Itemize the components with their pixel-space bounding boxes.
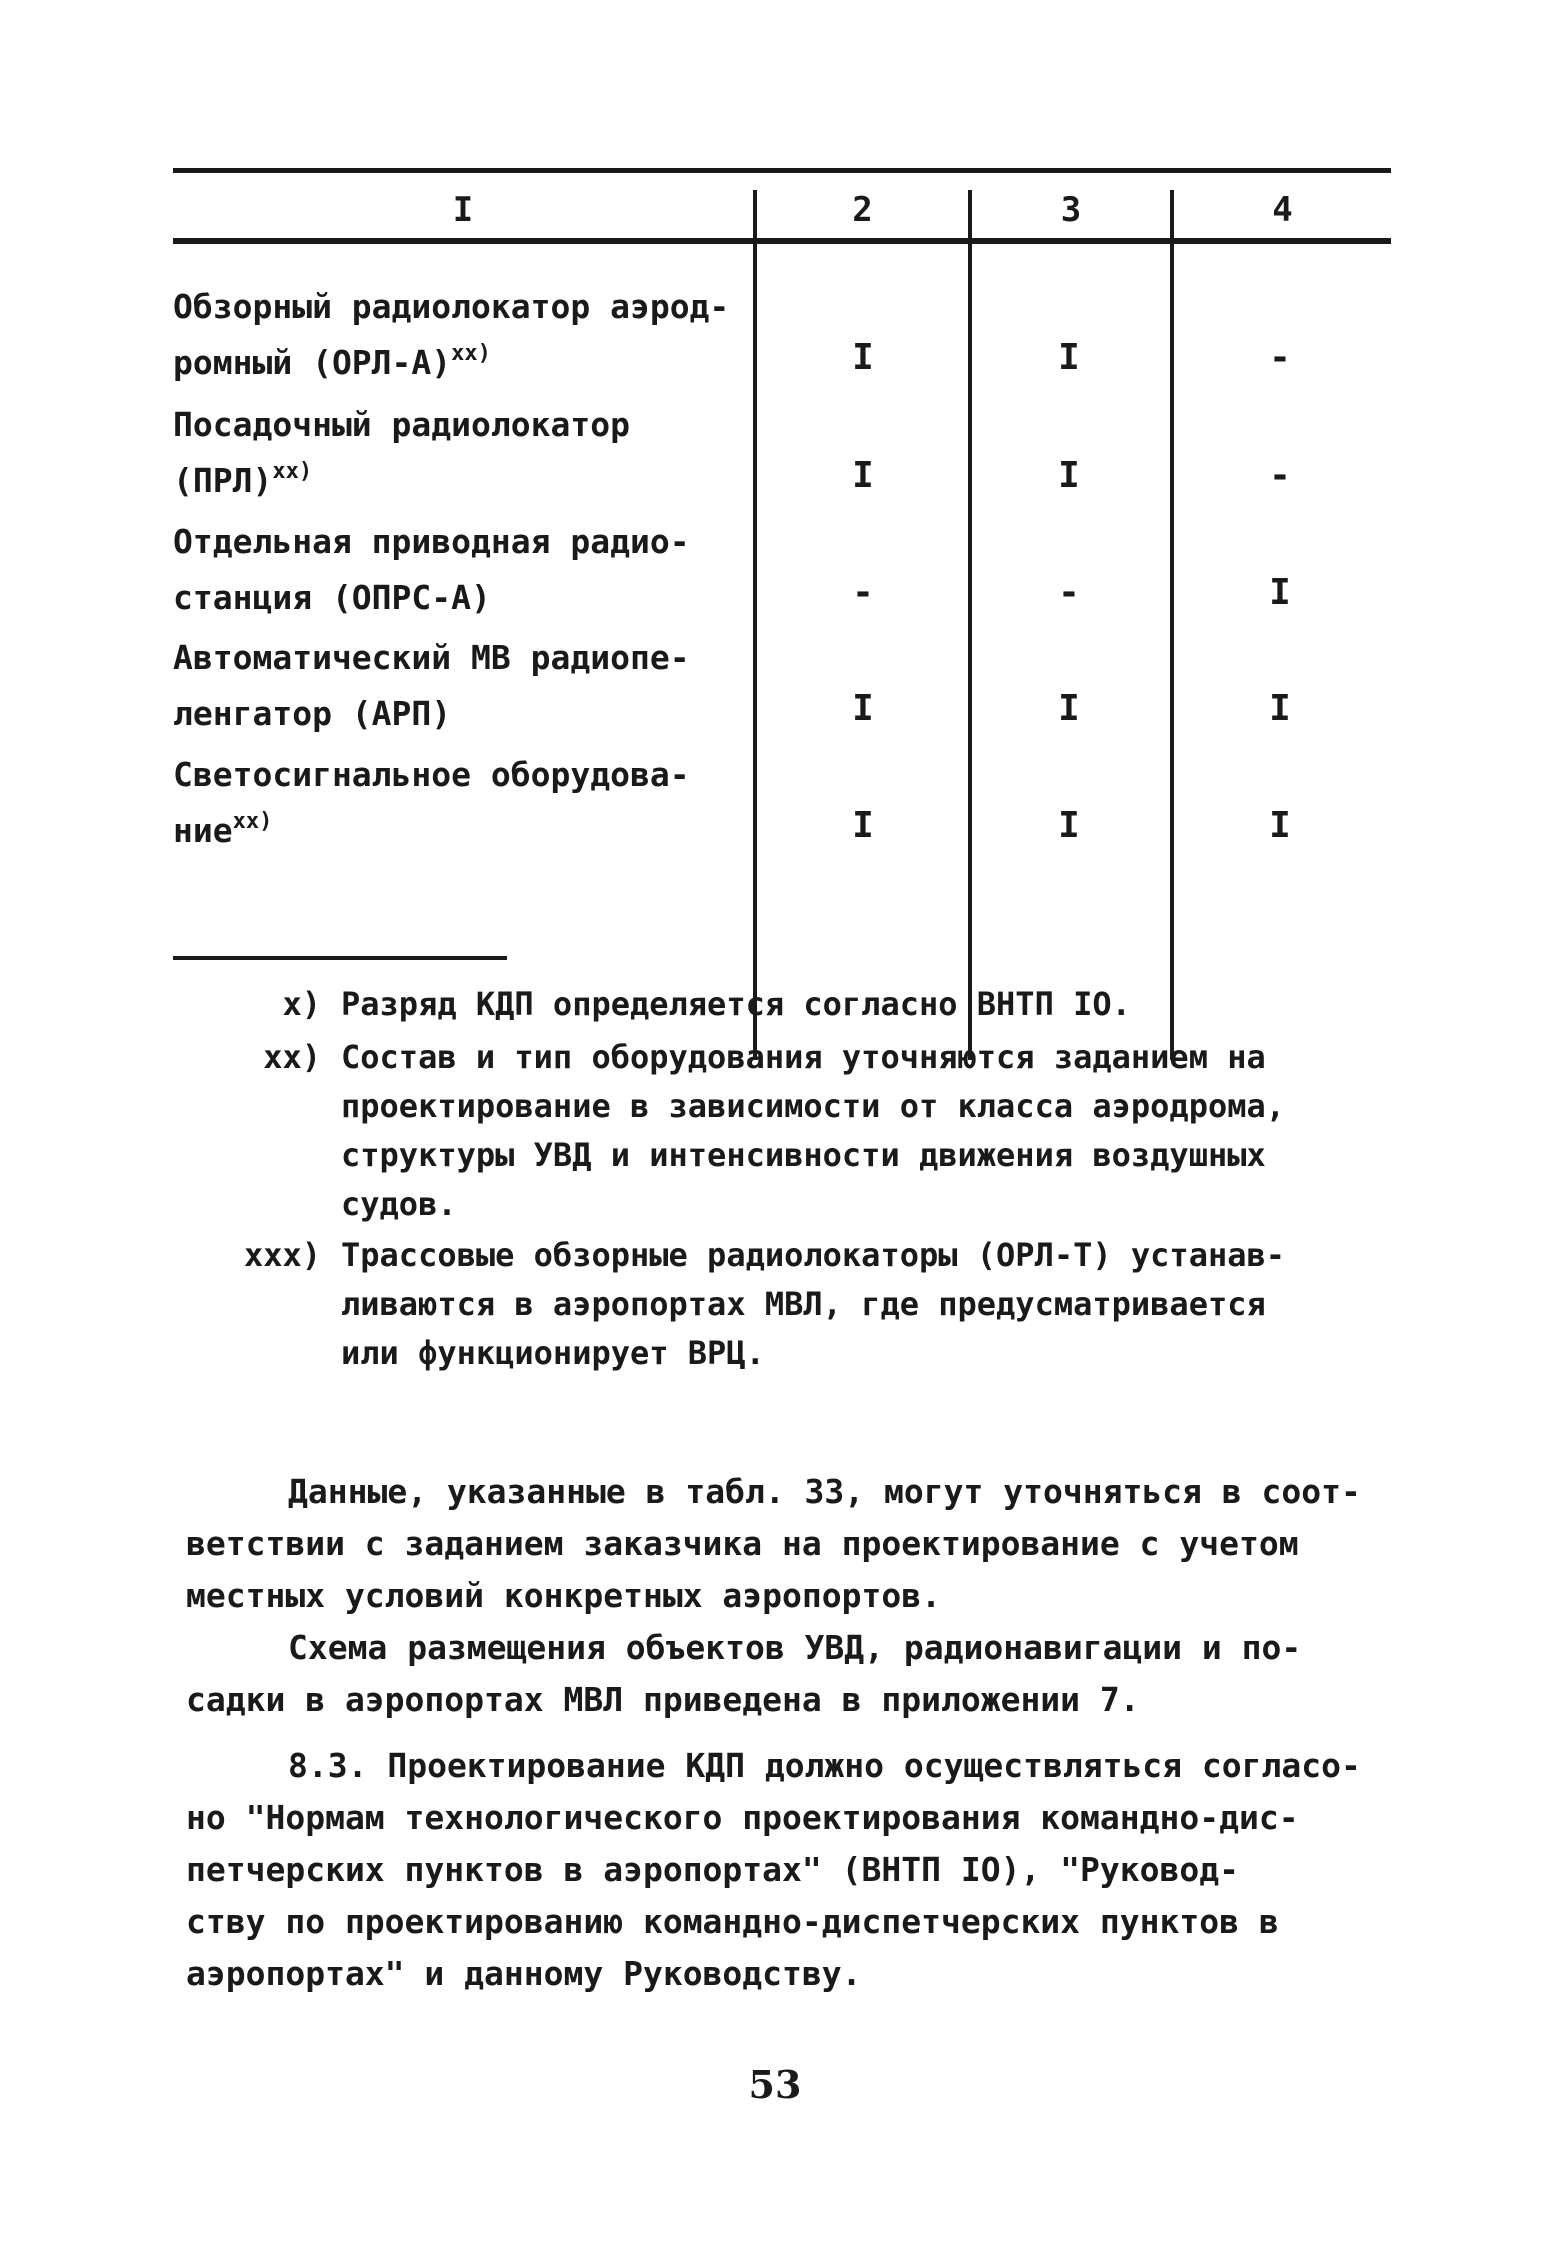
paragraph-line: ветствии с заданием заказчика на проектирование с учетом xyxy=(186,1524,1299,1563)
paragraph xyxy=(186,1622,1396,1726)
footnote-line: Разряд КДП определяется согласно ВНТП IO. xyxy=(341,985,1131,1023)
equipment-table xyxy=(173,168,1391,893)
footnote-line: или функционирует ВРЦ. xyxy=(341,1334,765,1372)
table-top-rule xyxy=(173,168,1391,173)
table-row-label: Обзорный радиолокатор аэрод- ромный $(ОРЛ-А)^{xx)}$ xyxy=(173,287,730,382)
footnote-line: структуры УВД и интенсивности движения воздушных xyxy=(341,1136,1266,1174)
paragraph xyxy=(186,1740,1396,2000)
column-divider xyxy=(1170,190,1174,1060)
column-divider xyxy=(968,190,972,1060)
paragraph-line: 8.3. Проектирование КДП должно осуществляться согласо- xyxy=(288,1746,1361,1785)
paragraph-line: но "Нормам технологического проектирования командно-дис- xyxy=(186,1798,1299,1837)
paragraph-line: ству по проектированию командно-диспетчерских пунктов в xyxy=(186,1902,1279,1941)
table-cell: - xyxy=(1269,337,1291,378)
table-header-cell: I xyxy=(452,190,474,230)
table-header-cell: 3 xyxy=(1060,190,1082,230)
table-header-cell: 2 xyxy=(852,190,873,230)
column-divider xyxy=(753,190,757,1060)
table-cell: - xyxy=(852,572,874,613)
table-cell: I xyxy=(852,455,874,496)
paragraph-line: аэропортах" и данному Руководству. xyxy=(186,1954,862,1993)
table-cell: I xyxy=(852,805,874,846)
table-row-label: Посадочный радиолокатор (ПРЛ)$^{xx)}$ xyxy=(173,405,630,500)
footnote-line: ливаются в аэропортах МВЛ, где предусматривается xyxy=(341,1285,1266,1323)
table-cell: I xyxy=(1058,805,1080,846)
table-cell: - xyxy=(1058,572,1080,613)
table-cell: I xyxy=(1269,805,1291,846)
footnote-line: Трассовые обзорные радиолокаторы (ОРЛ-Т) устанав- xyxy=(341,1236,1286,1274)
paragraph-line: Схема размещения объектов УВД, радионавигации и по- xyxy=(288,1628,1302,1667)
paragraph-line: петчерских пунктов в аэропортах" (ВНТП IO), "Руковод- xyxy=(186,1850,1239,1889)
table-cell: I xyxy=(1269,572,1291,613)
paragraph-line: садки в аэропортах МВЛ приведена в приложении 7. xyxy=(186,1680,1140,1719)
table-header-rule xyxy=(173,238,1391,244)
table-cell: I xyxy=(1058,455,1080,496)
footnote-mark: xx) xyxy=(263,1038,321,1076)
footnote-mark: xxx) xyxy=(243,1236,321,1274)
footnote-mark: x) xyxy=(282,985,321,1023)
table-cell: I xyxy=(1058,688,1080,729)
table-cell: - xyxy=(1269,455,1291,496)
paragraph xyxy=(186,1466,1396,1622)
table-row-label: Автоматический МВ радиопе- ленгатор (АРП) xyxy=(173,638,690,733)
page-number: 53 xyxy=(748,2062,802,2107)
footnote-line: судов. xyxy=(341,1185,457,1223)
footnote-line: проектирование в зависимости от класса аэродрома, xyxy=(341,1087,1286,1125)
table-row-label: Светосигнальное оборудова- ние$^{xx)}$ xyxy=(173,755,690,850)
footnote-line: Состав и тип оборудования уточняются заданием на xyxy=(341,1038,1266,1076)
table-cell: I xyxy=(1269,688,1291,729)
footnote-rule xyxy=(173,956,507,960)
paragraph-line: местных условий конкретных аэропортов. xyxy=(186,1576,941,1615)
paragraph-line: Данные, указанные в табл. 33, могут уточняться в соот- xyxy=(288,1472,1361,1511)
table-header-cell: 4 xyxy=(1272,190,1293,230)
table-cell: I xyxy=(852,337,874,378)
table-row-label: Отдельная приводная радио- станция (ОПРС-А) xyxy=(173,522,690,617)
table-cell: I xyxy=(1058,337,1080,378)
table-cell: I xyxy=(852,688,874,729)
